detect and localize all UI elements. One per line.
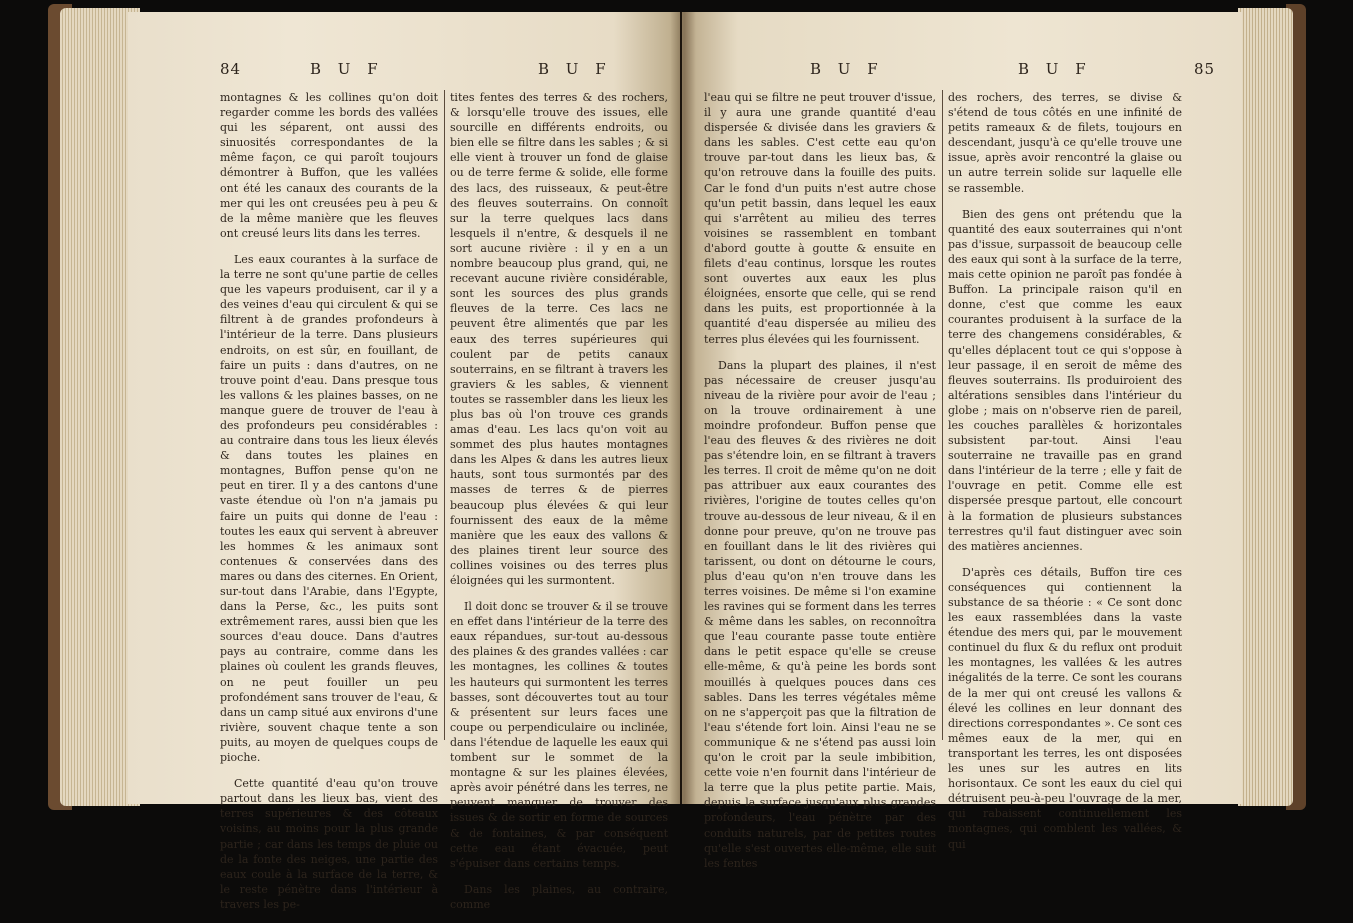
- paragraph: Dans la plupart des plaines, il n'est pas nécessaire de creuser jusqu'au niveau de la rivière pour avoir de l'eau ; on la trouve ordinairement à une moindre profondeur. Buffon pense que l'eau des fleuves & des rivières ne doit pas s'étendre loin, en se filtrant à travers les terres. Il croit de même qu'on ne doit pas attribuer aux eaux courantes des rivières, l'origine de toutes celles qu'on trouve au-dessous de leur niveau, & il en donne pour preuve, qu'on ne trouve pas en fouillant dans le lit des rivières qui tarissent, ou dont on détourne le cours, plus d'eau qu'on n'en trouve dans les terres voisines. De même si l'on examine les ravines qui se forment dans les terres & même dans les sables, on reconnoîtra que l'eau courante passe toute entière dans le petit espace qu'elle se creuse elle-même, & qu'à peine les bords sont mouillés à quelques pouces dans ces sables. Dans les terres végétales même on ne s'apperçoit pas que la filtration de l'eau s'étende fort loin. Ainsi l'eau ne se communique & ne s'étend pas aussi loin qu'on le croit par la seule imbibition, cette voie n'en fournit dans l'intérieur de la terre que la plus petite partie. Mais, depuis la surface jusqu'aux plus grandes profondeurs, l'eau pénètre par des conduits naturels, par de petites routes qu'elle s'est ouvertes elle-même, elle suit les fentes: [704, 358, 936, 870]
- paragraph: Il doit donc se trouver & il se trouve en effet dans l'intérieur de la terre des eaux répandues, sur-tout au-dessous des plaines & des grandes vallées : car les montagnes, les collines & toutes les hauteurs qui surmontent les terres basses, sont découvertes tout au tour & présentent sur leurs faces une coupe ou perpendiculaire ou inclinée, dans l'étendue de laquelle les eaux qui tombent sur le sommet de la montagne & sur les plaines élevées, après avoir pénétré dans les terres, ne peuvent manquer de trouver des issues & de sortir en forme de sources & de fontaines, & par conséquent cette eau étant évacuée, peut s'épuiser dans certains temps.: [450, 600, 668, 870]
- left-running-head-2: B U F: [538, 60, 612, 78]
- paragraph: montagnes & les collines qu'on doit regarder comme les bords des vallées qui les séparent, ont aussi des sinuosités correspondantes de la même façon, ce qui paroît toujours démontrer à Buffon, que les vallées ont été les canaux des courants de la mer qui les ont creusées peu à peu & de la même manière que les fleuves ont creusé leurs lits dans les terres.: [220, 91, 438, 240]
- right-running-head-2: B U F: [1018, 60, 1092, 78]
- left-running-head: B U F: [310, 60, 384, 78]
- right-page: [682, 12, 1242, 870]
- paragraph: D'après ces détails, Buffon tire ces conséquences qui contiennent la substance de sa théorie : « Ce sont donc les eaux rassemblées dans la vaste étendue des mers qui, par le mouvement continuel du flux & du reflux ont produit les montagnes, les vallées & les autres inégalités de la terre. Ce sont les courans de la mer qui ont creusé les vallons & élevé les collines en leur donnant des directions correspondantes ». Ce sont ces mêmes eaux de la mer, qui en transportant les terres, les ont disposées les unes sur les autres en lits horisontaux. Ce sont les eaux du ciel qui détruisent peu-à-peu l'ouvrage de la mer, qui rabaissent continuellement les montagnes, qui comblent les vallées, & qui: [948, 565, 1182, 851]
- right-page-number: 85: [1194, 60, 1216, 78]
- right-column-1: [704, 90, 936, 882]
- left-page-number: 84: [220, 60, 242, 78]
- left-column-2: [450, 90, 668, 923]
- book-gutter: [670, 12, 696, 804]
- paragraph: Cette quantité d'eau qu'on trouve partout dans les lieux bas, vient des terres supérieures & des côteaux voisins, au moins pour la plus grande partie ; car dans les temps de pluie ou de la fonte des neiges, une partie des eaux coule à la surface de la terre, & le reste pénètre dans l'intérieur à travers les pe-: [220, 777, 438, 911]
- right-column-2: [948, 90, 1182, 863]
- column-divider: [942, 90, 943, 740]
- paragraph: des rochers, des terres, se divise & s'étend de tous côtés en une infinité de petits rameaux & de filets, toujours en descendant, jusqu'à ce qu'elle trouve une issue, après avoir rencontré la glaise ou un autre terrein solide sur laquelle elle se rassemble.: [948, 91, 1182, 195]
- paragraph: l'eau qui se filtre ne peut trouver d'issue, il y aura une grande quantité d'eau dispersée & divisée dans les graviers & dans les sables. C'est cette eau qu'on trouve par-tout dans les lieux bas, & qu'on retrouve dans la fouille des puits. Car le fond d'un puits n'est autre chose qu'un petit bassin, dans lequel les eaux qui s'arrêtent au milieu des terres voisines se rassemblent en tombant d'abord goutte à goutte & ensuite en filets d'eau continus, lorsque les routes sont ouvertes aux eaux les plus éloignées, ensorte que celle, qui se rend dans les puits, est proportionnée à la quantité d'eau dispersée au milieu des terres plus élevées qui les fournissent.: [704, 91, 936, 346]
- column-divider: [444, 90, 445, 740]
- paragraph: tites fentes des terres & des rochers, & lorsqu'elle trouve des issues, elle sourcille en différents endroits, ou bien elle se filtre dans les sables ; & si elle vient à trouver un fond de glaise ou de terre ferme & solide, elle forme des lacs, des ruisseaux, & peut-être des fleuves souterrains. On connoît sur la terre quelques lacs dans lesquels il n'entre, & desquels il ne sort aucune rivière : il y en a un nombre beaucoup plus grand, qui, ne recevant aucune rivière considérable, sont les sources des plus grands fleuves de la terre. Ces lacs ne peuvent être alimentés que par les eaux des terres supérieures qui coulent par de petits canaux souterrains, en se filtrant à travers les graviers & les sables, & viennent toutes se rassembler dans les lieux les plus bas où l'on trouve ces grands amas d'eau. Les lacs qu'on voit au sommet des plus hautes montagnes dans les Alpes & dans les autres lieux hauts, sont tous surmontés par des masses de terres & de pierres beaucoup plus élevées & qui leur fournissent des eaux de la même manière que les eaux des vallons & des plaines tirent leur source des collines voisines ou des terres plus éloignées qui les surmontent.: [450, 91, 668, 587]
- right-running-head: B U F: [810, 60, 884, 78]
- paragraph: Bien des gens ont prétendu que la quantité des eaux souterraines qui n'ont pas d'issue, surpassoit de beaucoup celle des eaux qui sont à la surface de la terre, mais cette opinion ne paroît pas fondée à Buffon. La principale raison qu'il en donne, c'est que comme les eaux courantes produisent à la surface de la terre des changemens considérables, & qu'elles déplacent tout ce qui s'oppose à leur passage, il en seroit de même des fleuves souterrains. Ils produiroient des altérations sensibles dans l'intérieur du globe ; mais on n'observe rien de pareil, les couches parallèles & horizontales subsistent par-tout. Ainsi l'eau souterraine ne travaille pas en grand dans l'intérieur de la terre ; elle y fait de l'ouvrage en petit. Comme elle est dispersée presque partout, elle concourt à la formation de plusieurs substances terrestres qu'il faut distinguer avec soin des matières anciennes.: [948, 207, 1182, 553]
- left-column-1: [220, 90, 438, 923]
- paragraph: Les eaux courantes à la surface de la terre ne sont qu'une partie de celles que les vapeurs produisent, car il y a des veines d'eau qui circulent & qui se filtrent à de grandes profondeurs à l'intérieur de la terre. Dans plusieurs endroits, on est sûr, en fouillant, de faire un puits : dans d'autres, on ne trouve point d'eau. Dans presque tous les vallons & les plaines basses, on ne manque guere de trouver de l'eau à des profondeurs peu considérables : au contraire dans tous les lieux élevés & dans toutes les plaines en montagnes, Buffon pense qu'on ne peut en tirer. Il y a des cantons d'une vaste étendue où l'on n'a jamais pu faire un puits qui donne de l'eau : toutes les eaux qui servent à abreuver les hommes & les animaux sont contenues & conservées dans des mares ou dans des citernes. En Orient, sur-tout dans l'Arabie, dans l'Egypte, dans la Perse, &c., les puits sont extrêmement rares, aussi bien que les sources d'eau douce. Dans d'autres pays au contraire, comme dans les plaines où coulent les grands fleuves, on ne peut fouiller un peu profondément sans trouver de l'eau, & dans un camp situé aux environs d'une rivière, souvent chaque tente a son puits, au moyen de quelques coups de pioche.: [220, 252, 438, 765]
- paragraph: Dans les plaines, au contraire, comme: [450, 882, 668, 911]
- page-edges-right: [1238, 8, 1293, 806]
- left-page: [128, 12, 680, 911]
